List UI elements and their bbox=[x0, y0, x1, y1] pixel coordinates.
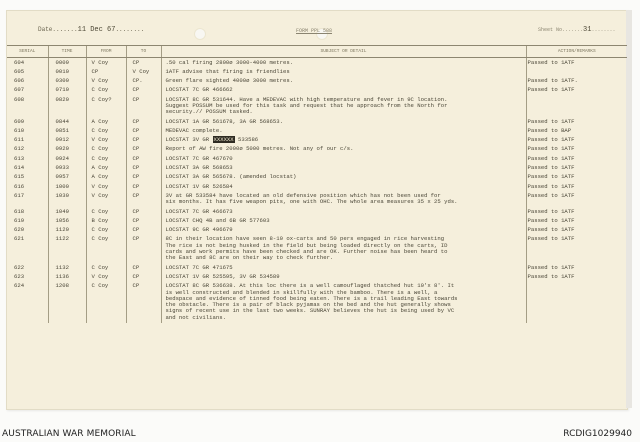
subject-cell: .50 cal firing 2800ø 3000-4000 metres. bbox=[161, 58, 526, 68]
action-cell: Passed to 1ATF bbox=[526, 117, 627, 126]
action-cell: Passed to 1ATF bbox=[526, 173, 627, 182]
serial-cell: 609 bbox=[14, 117, 25, 125]
to-cell: CP bbox=[126, 282, 161, 323]
form-title: FORM PPL 588 bbox=[296, 28, 333, 34]
serial-cell: 624 bbox=[14, 282, 25, 290]
subject-cell: LOCSTAT 3A GR 565678. (amended locstat) bbox=[161, 173, 526, 182]
time-cell: 0851 bbox=[48, 126, 86, 135]
from-cell: C Coy bbox=[86, 207, 126, 216]
from-cell: V Coy bbox=[86, 136, 126, 145]
from-cell: C Coy bbox=[86, 235, 126, 263]
action-cell: Passed to 1ATF bbox=[526, 263, 627, 272]
serial-cell: 623 bbox=[14, 272, 25, 280]
subject-cell: MEDEVAC complete. bbox=[161, 126, 526, 135]
subject-cell: LOCSTAT 1V GR 526584 bbox=[161, 182, 526, 191]
table-row bbox=[7, 136, 627, 145]
to-cell: CP bbox=[126, 154, 161, 163]
action-cell: Passed to 1ATF bbox=[526, 86, 627, 95]
action-cell: Passed to 1ATF bbox=[526, 58, 627, 68]
sheet-number-value: 31 bbox=[583, 26, 592, 34]
from-cell: A Coy bbox=[86, 164, 126, 173]
action-cell: Passed to BAP bbox=[526, 126, 627, 135]
subject-cell: LOCSTAT 7C GR 467670 bbox=[161, 154, 526, 163]
from-cell: V Coy bbox=[86, 77, 126, 86]
subject-cell: LOCSTAT 7C GR 466673 bbox=[161, 207, 526, 216]
action-cell: Passed to 1ATF bbox=[526, 235, 627, 263]
to-cell: CP bbox=[126, 126, 161, 135]
serial-cell: 620 bbox=[14, 226, 25, 234]
document-reference: RCDIG1029940 bbox=[563, 429, 632, 439]
serial-cell: 605 bbox=[14, 67, 25, 75]
from-cell: V Coy bbox=[86, 191, 126, 207]
table-row bbox=[7, 272, 627, 281]
table-row bbox=[7, 263, 627, 272]
action-cell: Passed to 1ATF bbox=[526, 207, 627, 216]
subject-cell: Green flare sighted 4000ø 3000 metres. bbox=[161, 77, 526, 86]
action-cell bbox=[526, 67, 627, 76]
table-row bbox=[7, 282, 627, 323]
institution-credit: AUSTRALIAN WAR MEMORIAL bbox=[2, 429, 136, 439]
table-row bbox=[7, 145, 627, 154]
time-cell: 0710 bbox=[48, 86, 86, 95]
action-cell: Passed to 1ATF bbox=[526, 191, 627, 207]
from-cell: C Coy bbox=[86, 126, 126, 135]
time-cell: 1208 bbox=[48, 282, 86, 323]
column-header-action: ACTION/REMARKS bbox=[526, 46, 627, 58]
to-cell: CP bbox=[126, 95, 161, 117]
table-row bbox=[7, 154, 627, 163]
to-cell: CP bbox=[126, 86, 161, 95]
to-cell: CP bbox=[126, 207, 161, 216]
from-cell: A Coy bbox=[86, 173, 126, 182]
serial-cell: 606 bbox=[14, 77, 25, 85]
serial-cell: 621 bbox=[14, 235, 25, 243]
sheet-number-label: Sheet No. bbox=[538, 27, 566, 33]
serial-cell: 613 bbox=[14, 154, 25, 162]
serial-cell: 612 bbox=[14, 145, 25, 153]
subject-cell: Report of AW fire 2000ø 5000 metres. Not any of our c/s. bbox=[161, 145, 526, 154]
to-cell: CP bbox=[126, 272, 161, 281]
table-row bbox=[7, 86, 627, 95]
subject-cell: LOCSTAT 7C GR 471675 bbox=[161, 263, 526, 272]
action-cell: Passed to 1ATF bbox=[526, 145, 627, 154]
time-cell: 0924 bbox=[48, 154, 86, 163]
time-cell: 1000 bbox=[48, 182, 86, 191]
action-cell: Passed to 1ATF bbox=[526, 154, 627, 163]
from-cell: C Coy? bbox=[86, 95, 126, 117]
from-cell: B Coy bbox=[86, 216, 126, 225]
subject-cell: LOCSTAT 9C GR 496679 bbox=[161, 226, 526, 235]
action-cell: Passed to 1ATF bbox=[526, 164, 627, 173]
to-cell: CP bbox=[126, 136, 161, 145]
serial-cell: 611 bbox=[14, 136, 25, 144]
from-cell: C Coy bbox=[86, 154, 126, 163]
log-table bbox=[7, 45, 627, 323]
action-cell: Passed to 1ATF bbox=[526, 216, 627, 225]
time-cell: 0957 bbox=[48, 173, 86, 182]
subject-cell: LOCSTAT 1A GR 561678, 3A GR 568653. bbox=[161, 117, 526, 126]
serial-cell: 604 bbox=[14, 58, 25, 66]
action-cell: Passed to 1ATF bbox=[526, 182, 627, 191]
table-row bbox=[7, 191, 627, 207]
subject-text: 533586 bbox=[234, 136, 259, 144]
subject-cell: 1ATF advise that firing is friendlies bbox=[161, 67, 526, 76]
serial-cell: 622 bbox=[14, 263, 25, 271]
sheet-number: Sheet No.......31........ bbox=[538, 26, 616, 34]
subject-text: LOCSTAT 3V GR bbox=[165, 136, 213, 144]
from-cell: C Coy bbox=[86, 86, 126, 95]
action-cell: Passed to 1ATF bbox=[526, 272, 627, 281]
from-cell: C Coy bbox=[86, 263, 126, 272]
table-row bbox=[7, 173, 627, 182]
action-cell: Passed to 1ATF bbox=[526, 226, 627, 235]
subject-cell bbox=[161, 136, 526, 145]
serial-cell: 616 bbox=[14, 182, 25, 190]
subject-cell: 8C in their location have seen 8-10 ox-carts and 50 pers engaged in rice harvesting The rice is not being husked in the field but being loaded directly on the carts, ID cards and work permits have been checked and are OK. Further noise has been heard to the East and 8C are on their way to check further. bbox=[161, 235, 526, 263]
subject-cell: LOCSTAT 1V GR 525595, 3V GR 534589 bbox=[161, 272, 526, 281]
subject-cell: LOCSTAT CHQ 4B and 6B GR 577603 bbox=[161, 216, 526, 225]
column-header-from: FROM bbox=[86, 46, 126, 58]
subject-cell: 3V at GR 533584 have located an old defensive position which has not been used for six months. It has five weapon pits, one with OHC. The whole area measures 35 x 25 yds. bbox=[161, 191, 526, 207]
serial-cell: 608 bbox=[14, 95, 25, 103]
from-cell: V Coy bbox=[86, 182, 126, 191]
to-cell: CP bbox=[126, 235, 161, 263]
date-label: Date bbox=[38, 26, 53, 33]
to-cell: CP bbox=[126, 263, 161, 272]
serial-cell: 607 bbox=[14, 86, 25, 94]
table-header-row bbox=[7, 46, 627, 58]
to-cell: V Coy bbox=[126, 67, 161, 76]
to-cell: CP bbox=[126, 145, 161, 154]
time-cell: 1122 bbox=[48, 235, 86, 263]
table-row bbox=[7, 117, 627, 126]
time-cell: 0844 bbox=[48, 117, 86, 126]
from-cell: C Coy bbox=[86, 145, 126, 154]
table-row bbox=[7, 67, 627, 76]
table-row bbox=[7, 126, 627, 135]
table-row bbox=[7, 235, 627, 263]
column-header-time: TIME bbox=[48, 46, 86, 58]
time-cell: 0912 bbox=[48, 136, 86, 145]
from-cell: V Coy bbox=[86, 58, 126, 68]
time-cell: 0010 bbox=[48, 67, 86, 76]
subject-cell: LOCSTAT 8C GR 531644. Have a MEDEVAC with high temperature and fever in 9C location. Suggest POSSUM be used for this task and request that he approach from the North for security.// POSSUM tasked. bbox=[161, 95, 526, 117]
table-row bbox=[7, 216, 627, 225]
time-cell: 0009 bbox=[48, 58, 86, 68]
time-cell: 1136 bbox=[48, 272, 86, 281]
to-cell: CP bbox=[126, 164, 161, 173]
time-cell: 0820 bbox=[48, 95, 86, 117]
to-cell: CP bbox=[126, 216, 161, 225]
subject-cell: LOCSTAT 7C GR 466662 bbox=[161, 86, 526, 95]
action-cell bbox=[526, 95, 627, 117]
action-cell bbox=[526, 282, 627, 323]
subject-cell: LOCSTAT 8C GR 536638. At this loc there is a well camouflaged thatched hut 10'x 8'. It is well constructed and blended in skillfully with the bamboo. There is a well, a bedspace and evidence of tinned food being eaten. There is a trail leading East towards the obstacle. There is a pair of black pyjamas on the bed and the hut generally shows signs of recent use in the last two weeks. SUNRAY believes the hut is being used by VC and not civilians. bbox=[161, 282, 526, 323]
time-cell: 1049 bbox=[48, 207, 86, 216]
table-row bbox=[7, 95, 627, 117]
from-cell: C Coy bbox=[86, 226, 126, 235]
from-cell: V Coy bbox=[86, 272, 126, 281]
time-cell: 1056 bbox=[48, 216, 86, 225]
subject-cell: LOCSTAT 3A GR 568653 bbox=[161, 164, 526, 173]
table-row bbox=[7, 182, 627, 191]
time-cell: 0920 bbox=[48, 145, 86, 154]
table-row bbox=[7, 164, 627, 173]
serial-cell: 615 bbox=[14, 173, 25, 181]
to-cell: CP bbox=[126, 182, 161, 191]
to-cell: CP bbox=[126, 117, 161, 126]
date-value: 11 Dec 67 bbox=[77, 26, 116, 34]
column-header-serial: SERIAL bbox=[7, 46, 48, 58]
serial-cell: 618 bbox=[14, 207, 25, 215]
serial-cell: 610 bbox=[14, 126, 25, 134]
to-cell: CP bbox=[126, 173, 161, 182]
to-cell: CP. bbox=[126, 77, 161, 86]
to-cell: CP bbox=[126, 58, 161, 68]
serial-cell: 614 bbox=[14, 164, 25, 172]
table-row bbox=[7, 77, 627, 86]
from-cell: CP bbox=[86, 67, 126, 76]
time-cell: 0933 bbox=[48, 164, 86, 173]
table-row bbox=[7, 58, 627, 68]
time-cell: 1132 bbox=[48, 263, 86, 272]
serial-cell: 617 bbox=[14, 191, 25, 199]
serial-cell: 619 bbox=[14, 216, 25, 224]
action-cell: Passed to 1ATF bbox=[526, 136, 627, 145]
table-row bbox=[7, 207, 627, 216]
to-cell: CP bbox=[126, 191, 161, 207]
table-row bbox=[7, 226, 627, 235]
struck-out-text: XXXXXX bbox=[213, 136, 234, 144]
column-header-subject: SUBJECT OR DETAIL bbox=[161, 46, 526, 58]
log-date: Date.......11 Dec 67........ bbox=[38, 26, 145, 34]
action-cell: Passed to 1ATF. bbox=[526, 77, 627, 86]
time-cell: 1120 bbox=[48, 226, 86, 235]
punch-hole bbox=[194, 28, 206, 40]
from-cell: C Coy bbox=[86, 282, 126, 323]
from-cell: A Coy bbox=[86, 117, 126, 126]
time-cell: 0300 bbox=[48, 77, 86, 86]
column-header-to: TO bbox=[126, 46, 161, 58]
time-cell: 1030 bbox=[48, 191, 86, 207]
to-cell: CP bbox=[126, 226, 161, 235]
